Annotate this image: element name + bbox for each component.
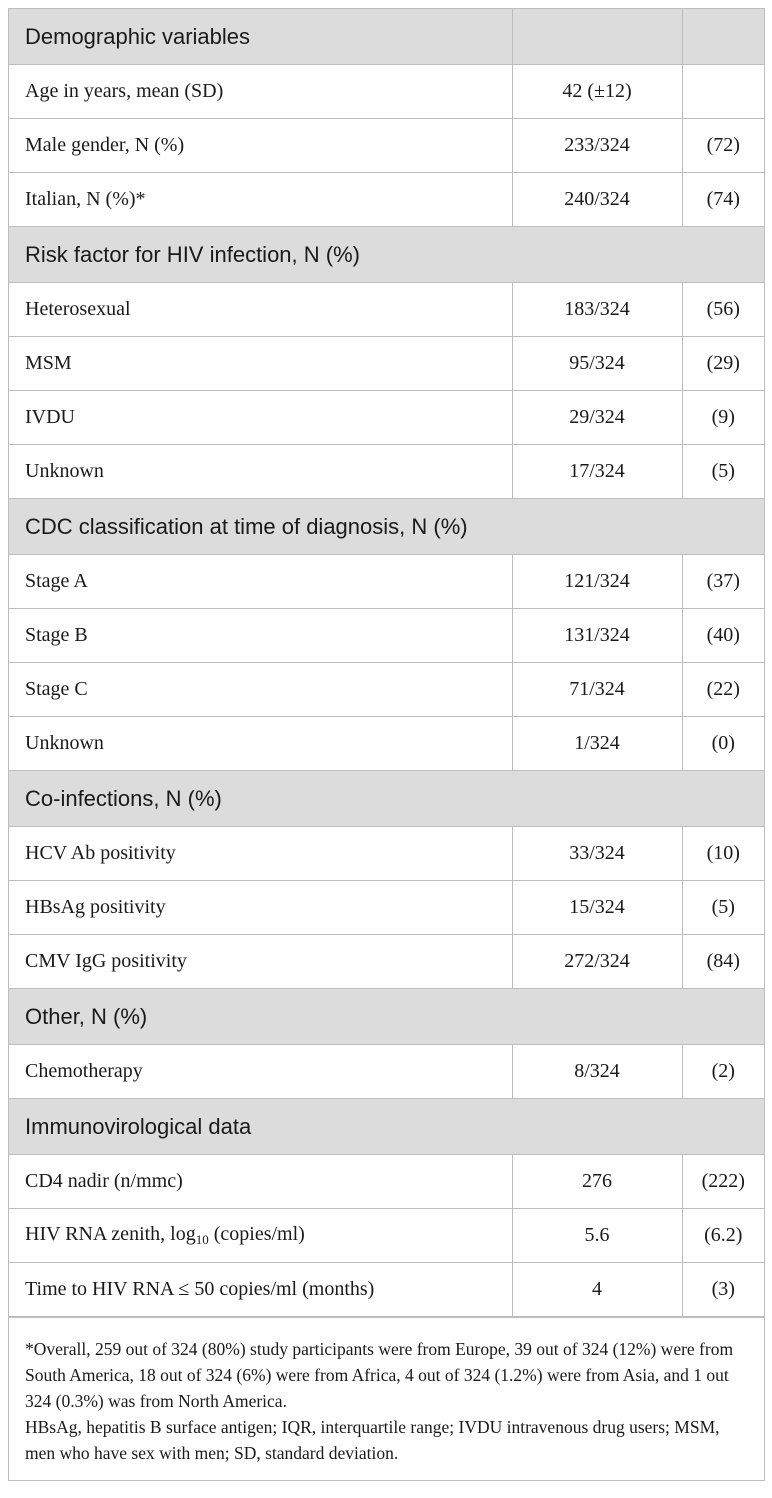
table-row: [9, 663, 764, 717]
row-pct: (72): [682, 119, 764, 173]
row-label: IVDU: [9, 391, 512, 445]
row-value: 8/324: [512, 1045, 682, 1099]
row-pct: (5): [682, 445, 764, 499]
row-label: Age in years, mean (SD): [9, 65, 512, 119]
header-label: Demographic variables: [9, 9, 512, 65]
table-row: [9, 1045, 764, 1099]
row-label: Stage B: [9, 609, 512, 663]
row-label: Chemotherapy: [9, 1045, 512, 1099]
row-pct: (22): [682, 663, 764, 717]
row-label-text: HIV RNA zenith, log: [25, 1223, 196, 1245]
table-grid: [9, 9, 764, 1317]
section-other: Other, N (%): [9, 989, 764, 1045]
section-risk-factor: Risk factor for HIV infection, N (%): [9, 227, 764, 283]
row-label: MSM: [9, 337, 512, 391]
row-pct: (9): [682, 391, 764, 445]
row-value: 4: [512, 1263, 682, 1317]
row-label: CD4 nadir (n/mmc): [9, 1155, 512, 1209]
row-label: Heterosexual: [9, 283, 512, 337]
header-value: [512, 9, 682, 65]
table-row: [9, 881, 764, 935]
table-row: [9, 283, 764, 337]
table-row: [9, 337, 764, 391]
row-value: 121/324: [512, 555, 682, 609]
table-row: [9, 827, 764, 881]
section-header-row: [9, 771, 764, 827]
row-pct: (2): [682, 1045, 764, 1099]
row-pct: (6.2): [682, 1209, 764, 1263]
row-value: 272/324: [512, 935, 682, 989]
row-value: 276: [512, 1155, 682, 1209]
row-value: 95/324: [512, 337, 682, 391]
row-pct: (3): [682, 1263, 764, 1317]
table-row: [9, 65, 764, 119]
row-label: HBsAg positivity: [9, 881, 512, 935]
row-label-suffix: (copies/ml): [208, 1223, 305, 1245]
row-label: HCV Ab positivity: [9, 827, 512, 881]
row-pct: (0): [682, 717, 764, 771]
table-header-row: [9, 9, 764, 65]
header-pct: [682, 9, 764, 65]
row-pct: [682, 65, 764, 119]
row-label-subscript: 10: [195, 1232, 209, 1247]
section-header-row: [9, 499, 764, 555]
row-value: 5.6: [512, 1209, 682, 1263]
section-cdc-classification: CDC classification at time of diagnosis, N (%): [9, 499, 764, 555]
row-pct: (74): [682, 173, 764, 227]
row-value: 183/324: [512, 283, 682, 337]
row-label: Time to HIV RNA ≤ 50 copies/ml (months): [9, 1263, 512, 1317]
table-row: [9, 391, 764, 445]
row-label: Stage A: [9, 555, 512, 609]
section-header-row: [9, 1099, 764, 1155]
section-header-row: [9, 227, 764, 283]
row-pct: (84): [682, 935, 764, 989]
table-row: [9, 609, 764, 663]
row-pct: (37): [682, 555, 764, 609]
demographics-table: [8, 8, 765, 1481]
row-label: Italian, N (%)*: [9, 173, 512, 227]
table-row: [9, 717, 764, 771]
row-pct: (10): [682, 827, 764, 881]
section-co-infections: Co-infections, N (%): [9, 771, 764, 827]
section-immunovirological: Immunovirological data: [9, 1099, 764, 1155]
table-row: [9, 935, 764, 989]
table-row: [9, 119, 764, 173]
table-row: [9, 173, 764, 227]
footnote-abbreviations: HBsAg, hepatitis B surface antigen; IQR, interquartile range; IVDU intravenous drug users; MSM, men who have sex with men; SD, standard deviation.: [25, 1417, 720, 1463]
row-value: 233/324: [512, 119, 682, 173]
row-pct: (222): [682, 1155, 764, 1209]
row-label: Unknown: [9, 717, 512, 771]
row-pct: (56): [682, 283, 764, 337]
footnote-origin: *Overall, 259 out of 324 (80%) study participants were from Europe, 39 out of 324 (12%) were from South America, 18 out of 324 (6%) were from Africa, 4 out of 324 (1.2%) were from Asia, and 1 out 324 (0.3%) was from North America.: [25, 1339, 734, 1411]
table-row: [9, 555, 764, 609]
table-row: [9, 445, 764, 499]
table-footnotes: [9, 1317, 764, 1480]
row-value: 33/324: [512, 827, 682, 881]
row-label: [9, 1209, 512, 1263]
row-pct: (5): [682, 881, 764, 935]
row-value: 15/324: [512, 881, 682, 935]
table-row: [9, 1155, 764, 1209]
row-pct: (29): [682, 337, 764, 391]
row-value: 17/324: [512, 445, 682, 499]
row-value: 42 (±12): [512, 65, 682, 119]
row-value: 1/324: [512, 717, 682, 771]
section-header-row: [9, 989, 764, 1045]
row-value: 71/324: [512, 663, 682, 717]
row-label: CMV IgG positivity: [9, 935, 512, 989]
row-label: Stage C: [9, 663, 512, 717]
table-row: [9, 1263, 764, 1317]
row-value: 240/324: [512, 173, 682, 227]
row-value: 29/324: [512, 391, 682, 445]
table-row: [9, 1209, 764, 1263]
row-label: Unknown: [9, 445, 512, 499]
row-pct: (40): [682, 609, 764, 663]
row-label: Male gender, N (%): [9, 119, 512, 173]
row-value: 131/324: [512, 609, 682, 663]
